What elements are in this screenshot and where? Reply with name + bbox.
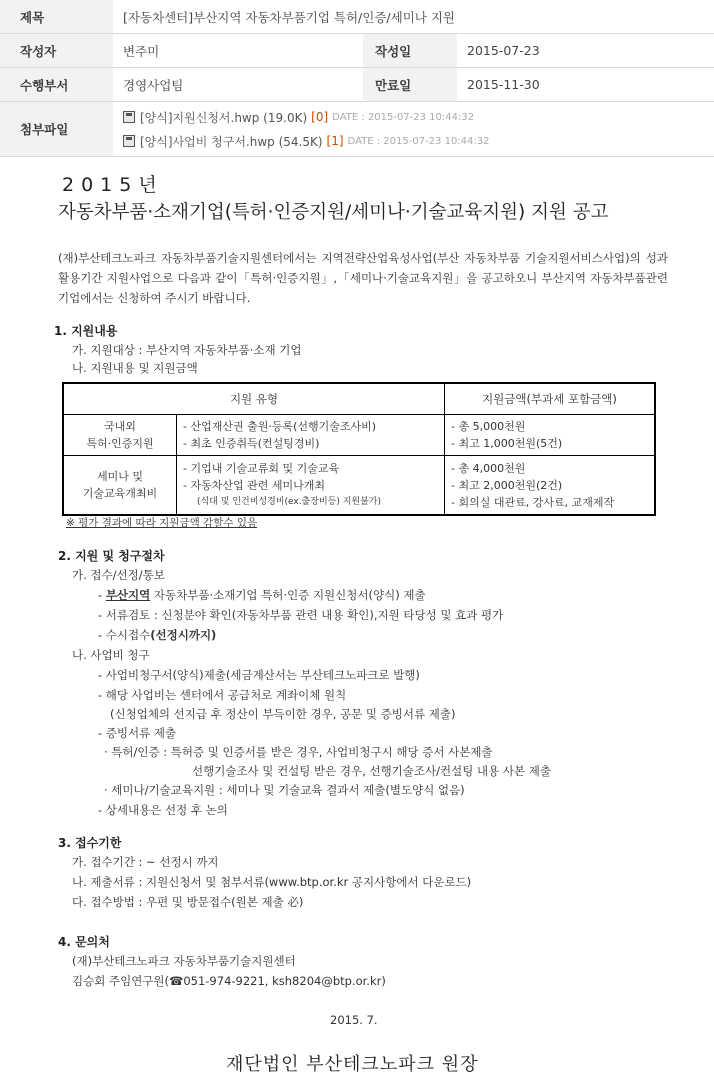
patent-amount-cell	[445, 415, 656, 456]
section-2-a: 가. 접수/선정/통보	[72, 568, 165, 582]
section-2-b6: 선행기술조사 및 컨설팅 받은 경우, 선행기술조사/컨설팅 내용 사본 제출	[192, 764, 551, 778]
section-2-a2: - 서류검토 : 신청분야 확인(자동차부품 관련 내용 확인),지원 타당성 및 효과 평가	[98, 608, 504, 622]
post-subject: [자동차센터]부산지역 자동차부품기업 특허/인증/세미나 지원	[113, 0, 714, 34]
patent-amount: - 최고 1,000천원(5건)	[451, 437, 563, 450]
section-2-a1-text: 자동차부품·소재기업 특허·인증 지원신청서(양식) 제출	[150, 588, 426, 602]
contact-person: 김승회 주임연구원(☎051-974-9221, ksh8204@btp.or.kr)	[72, 974, 386, 988]
download-count: [1]	[326, 134, 344, 148]
seminar-amount: - 총 4,000천원	[451, 461, 526, 475]
post-author: 변주미	[113, 34, 363, 68]
seminar-item: - 기업내 기술교류회 및 기술교육	[183, 461, 340, 475]
section-1-b: 나. 지원내용 및 지원금액	[72, 361, 198, 375]
notice-title: 자동차부품·소재기업(특허·인증지원/세미나·기술교육지원) 지원 공고	[58, 202, 609, 223]
floppy-disk-icon	[123, 111, 135, 123]
section-2-a3	[98, 627, 216, 643]
post-due-date: 2015-11-30	[457, 68, 714, 102]
support-amount-header: 지원금액(부과세 포함금액)	[445, 383, 656, 415]
support-table	[62, 382, 656, 516]
attachment-link[interactable]: [양식]지원신청서.hwp (19.0K)	[140, 110, 308, 125]
patent-amount: - 총 5,000천원	[451, 420, 526, 433]
section-2-heading: 2. 지원 및 청구절차	[58, 549, 165, 563]
subject-label: 제목	[0, 0, 113, 34]
section-4-heading: 4. 문의처	[58, 935, 110, 949]
floppy-disk-icon	[123, 135, 135, 147]
section-2-b3: (신청업체의 선지급 후 정산이 부득이한 경우, 공문 및 증빙서류 제출)	[110, 707, 456, 721]
busan-region-text: 부산지역	[105, 588, 151, 602]
section-2-b: 나. 사업비 청구	[72, 648, 150, 662]
section-1-heading: 1. 지원내용	[54, 324, 118, 338]
section-2-b1: - 사업비청구서(양식)제출(세금계산서는 부산테크노파크로 발행)	[98, 668, 420, 682]
section-2-b4: - 증빙서류 제출	[98, 726, 177, 740]
notice-date: 2015. 7.	[330, 1013, 378, 1027]
evaluation-note: ※ 평가 결과에 따라 지원금액 감할수 있음	[66, 517, 258, 529]
section-3-c: 다. 접수방법 : 우편 및 방문접수(원본 제출 必)	[72, 895, 304, 909]
attachment-date: DATE : 2015-07-23 10:44:32	[332, 111, 475, 123]
patent-items-cell	[177, 415, 445, 456]
patent-item: - 산업재산권 출원·등록(선행기술조사비)	[183, 420, 377, 433]
section-3-heading: 3. 접수기한	[58, 836, 122, 850]
section-2-b2: - 해당 사업비는 센터에서 공급처로 계좌이체 원칙	[98, 688, 347, 702]
created-label: 작성일	[363, 34, 457, 68]
seminar-amount-cell	[445, 456, 656, 516]
section-2-b5: · 특허/인증 : 특허증 및 인증서를 받은 경우, 사업비청구시 해당 증서 사본제출	[104, 745, 493, 759]
seminar-note: (식대 및 인건비성경비(ex.출장비등) 지원불가)	[197, 496, 381, 507]
attachment-list	[113, 102, 714, 157]
section-1-a: 가. 지원대상 : 부산지역 자동차부품·소재 기업	[72, 343, 302, 357]
section-2-a3-text: - 수시접수	[98, 628, 151, 642]
support-type-header: 지원 유형	[63, 383, 445, 415]
seminar-amount: - 최고 2,000천원(2건)	[451, 478, 563, 492]
section-2-b8: - 상세내용은 선정 후 논의	[98, 803, 228, 817]
due-label: 만료일	[363, 68, 457, 102]
section-3-b: 나. 제출서류 : 지원신청서 및 첨부서류(www.btp.or.kr 공지사항에서 다운로드)	[72, 875, 472, 889]
attachment-item[interactable]	[123, 129, 714, 153]
section-3-a: 가. 접수기간 : ~ 선정시 까지	[72, 855, 219, 869]
author-label: 작성자	[0, 34, 113, 68]
post-dept: 경영사업팀	[113, 68, 363, 102]
notice-intro: (재)부산테크노파크 자동차부품기술지원센터에서는 지역전략산업육성사업(부산 자동차부품 기술지원서비스사업)의 성과활용기간 지원사업으로 다음과 같이「특허·인증지원」,「세미나·기술교육지원」을 공고하오니 부산지역 자동차부품관련기업에서는 신청하여 주시기 바랍니다.	[58, 251, 668, 305]
attach-label: 첨부파일	[0, 102, 113, 157]
patent-item: - 최초 인증취득(컨설팅경비)	[183, 437, 320, 450]
seminar-item: - 자동차산업 관련 세미나개최	[183, 478, 325, 492]
issuer-signature: 재단법인 부산테크노파크 원장	[226, 1054, 479, 1075]
patent-type-cell: 국내외 특허·인증지원	[63, 415, 177, 456]
post-created-date: 2015-07-23	[457, 34, 714, 68]
section-2-b7: · 세미나/기술교육지원 : 세미나 및 기술교육 결과서 제출(별도양식 없음)	[104, 783, 465, 797]
attachment-date: DATE : 2015-07-23 10:44:32	[347, 135, 490, 147]
seminar-amount: - 회의실 대관료, 강사료, 교재제작	[451, 495, 615, 509]
notice-year: 2015년	[62, 174, 164, 196]
section-2-a3-bold: (선정시까지)	[150, 628, 217, 642]
seminar-type-cell: 세미나 및 기술교육개최비	[63, 456, 177, 516]
section-2-a1: - 부산지역 자동차부품·소재기업 특허·인증 지원신청서(양식) 제출	[98, 588, 426, 602]
dept-label: 수행부서	[0, 68, 113, 102]
seminar-items-cell	[177, 456, 445, 516]
post-info-table	[0, 0, 714, 157]
download-count: [0]	[311, 110, 329, 124]
attachment-link[interactable]: [양식]사업비 청구서.hwp (54.5K)	[140, 134, 323, 149]
contact-org: (재)부산테크노파크 자동차부품기술지원센터	[72, 954, 296, 968]
attachment-item[interactable]	[123, 105, 714, 129]
